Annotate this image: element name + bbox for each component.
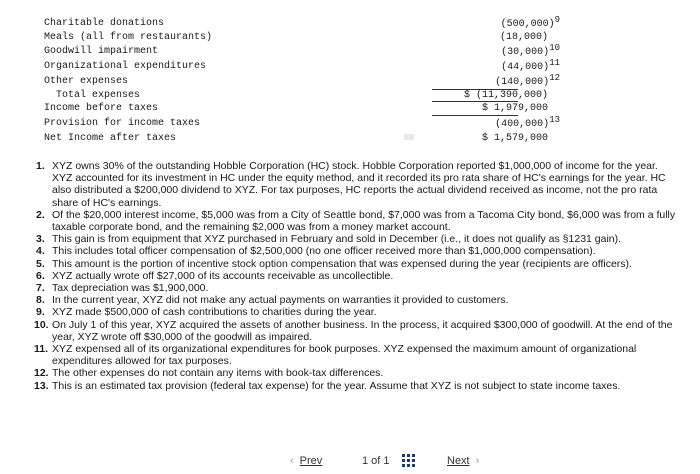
row-amount: $ 1,979,000 bbox=[481, 103, 548, 114]
footnote-text: The other expenses do not contain any items with book-tax differences. bbox=[52, 367, 384, 380]
row-amount: $ 1,579,000 bbox=[481, 133, 548, 144]
footnote-item bbox=[36, 282, 676, 294]
footnote-text: This gain is from equipment that XYZ purchased in February and sold in December (i.e., it does not qualify as §1231 gain). bbox=[52, 233, 622, 246]
footnote-item bbox=[36, 245, 676, 257]
footnote-number: 12. bbox=[34, 367, 49, 380]
footnote-text: XYZ made $500,000 of cash contributions to charities during the year. bbox=[52, 306, 377, 319]
footnote-ref: 11 bbox=[549, 58, 560, 68]
row-label: Charitable donations bbox=[44, 18, 165, 29]
row-amount: $(400,000)^{13}$ bbox=[495, 115, 560, 130]
income-rule bbox=[432, 115, 518, 116]
footnote-number: 3. bbox=[36, 233, 45, 246]
footnote-ref: 10 bbox=[549, 43, 560, 53]
pager-bar bbox=[0, 447, 700, 474]
row-label: Goodwill impairment bbox=[44, 46, 159, 57]
footnote-text: XYZ actually wrote off $27,000 of its accounts receivable as uncollectible. bbox=[52, 269, 394, 282]
footnote-text: In the current year, XYZ did not make any actual payments on warranties it provided to customers. bbox=[52, 294, 509, 307]
footnote-text: This amount is the portion of incentive stock option compensation that was expensed during the year (recipients are officers). bbox=[52, 257, 632, 270]
footnote-text: XYZ expensed all of its organizational expenditures for book purposes. XYZ expensed the maximum amount of organizational expenditures allowed for tax purposes. bbox=[52, 343, 637, 368]
next-button[interactable] bbox=[447, 455, 479, 467]
footnote-ref: 9 bbox=[554, 15, 560, 25]
row-label: Income before taxes bbox=[44, 103, 159, 114]
row-amount: $(500,000)^9$ bbox=[500, 15, 560, 30]
footnote-text: XYZ owns 30% of the outstanding Hobble Corporation (HC) stock. Hobble Corporation reported $1,000,000 of income for the year. XYZ accounted for its investment in HC under the equity method, and it recorded its pro rata share of HC's earnings for the year. HC also distributed a $200,000 dividend to XYZ. For tax purposes, HC reports the actual dividend received as income, not the pro rata share of HC's earnings. bbox=[52, 160, 666, 209]
footnote-item bbox=[36, 380, 676, 392]
row-label: Meals (all from restaurants) bbox=[44, 32, 213, 43]
footnote-number: 2. bbox=[36, 208, 45, 221]
grid-icon[interactable] bbox=[402, 454, 415, 467]
footnote-text: Of the $20,000 interest income, $5,000 was from a City of Seattle bond, $7,000 was from a Tacoma City bond, $6,000 was from a fully taxable corporate bond, and the remaining $2,000 was from a money market account. bbox=[52, 208, 676, 234]
footnote-item bbox=[36, 306, 676, 318]
prev-label: Prev bbox=[299, 455, 323, 467]
total-rule bbox=[432, 101, 518, 102]
row-label: Net Income after taxes bbox=[44, 133, 177, 144]
next-label: Next bbox=[447, 455, 470, 467]
prev-button[interactable] bbox=[290, 455, 322, 467]
footnote-number: 1. bbox=[36, 160, 45, 172]
shade-mark bbox=[404, 134, 414, 140]
footnote-number: 9. bbox=[36, 306, 45, 319]
footnote-number: 10. bbox=[34, 318, 49, 331]
footnote-number: 4. bbox=[36, 245, 45, 258]
footnote-text: This includes total officer compensation of $2,500,000 (no one officer received more than $1,000,000 compensation). bbox=[52, 245, 596, 258]
footnote-item bbox=[36, 209, 676, 233]
footnote-ref: 13 bbox=[549, 115, 560, 125]
footnote-text: On July 1 of this year, XYZ acquired the assets of another business. In the process, it acquired $300,000 of goodwill. At the end of the year, XYZ wrote off $30,000 of the goodwill as impaired. bbox=[52, 318, 673, 343]
row-amount: $(140,000)^{12}$ bbox=[495, 73, 560, 88]
row-amount: $(30,000)^{10}$ bbox=[501, 43, 560, 58]
footnote-item bbox=[36, 160, 676, 209]
row-label: Total expenses bbox=[56, 90, 141, 101]
chevron-left-icon: ‹ bbox=[290, 455, 294, 467]
footnote-number: 11. bbox=[34, 343, 49, 356]
footnote-number: 13. bbox=[34, 379, 49, 392]
footnote-number: 5. bbox=[36, 257, 45, 270]
page-indicator: 1 of 1 bbox=[362, 455, 390, 467]
footnote-item bbox=[36, 343, 676, 367]
footnote-item bbox=[36, 319, 676, 343]
footnote-number: 8. bbox=[36, 294, 45, 307]
footnote-ref: 12 bbox=[549, 73, 560, 83]
footnote-item bbox=[36, 233, 676, 245]
row-amount: (18,000) bbox=[499, 32, 548, 43]
footnote-number: 7. bbox=[36, 282, 45, 295]
row-label: Provision for income taxes bbox=[44, 118, 201, 129]
scroll-fade bbox=[0, 419, 700, 433]
footnote-text: Tax depreciation was $1,900,000. bbox=[52, 282, 209, 295]
footnote-item bbox=[36, 270, 676, 282]
footnote-item bbox=[36, 294, 676, 306]
footnote-number: 6. bbox=[36, 269, 45, 282]
footnote-item bbox=[36, 258, 676, 270]
row-amount: $(44,000)^{11}$ bbox=[501, 58, 560, 73]
footnotes-list bbox=[36, 160, 676, 392]
row-amount: $ (11,390,000) bbox=[463, 90, 548, 101]
row-label: Other expenses bbox=[44, 76, 129, 87]
footnote-item bbox=[36, 367, 676, 379]
chevron-right-icon: › bbox=[475, 455, 480, 467]
footnote-text: This is an estimated tax provision (federal tax expense) for the year. Assume that XYZ is not subject to state income taxes. bbox=[52, 379, 621, 392]
row-label: Organizational expenditures bbox=[44, 61, 207, 72]
